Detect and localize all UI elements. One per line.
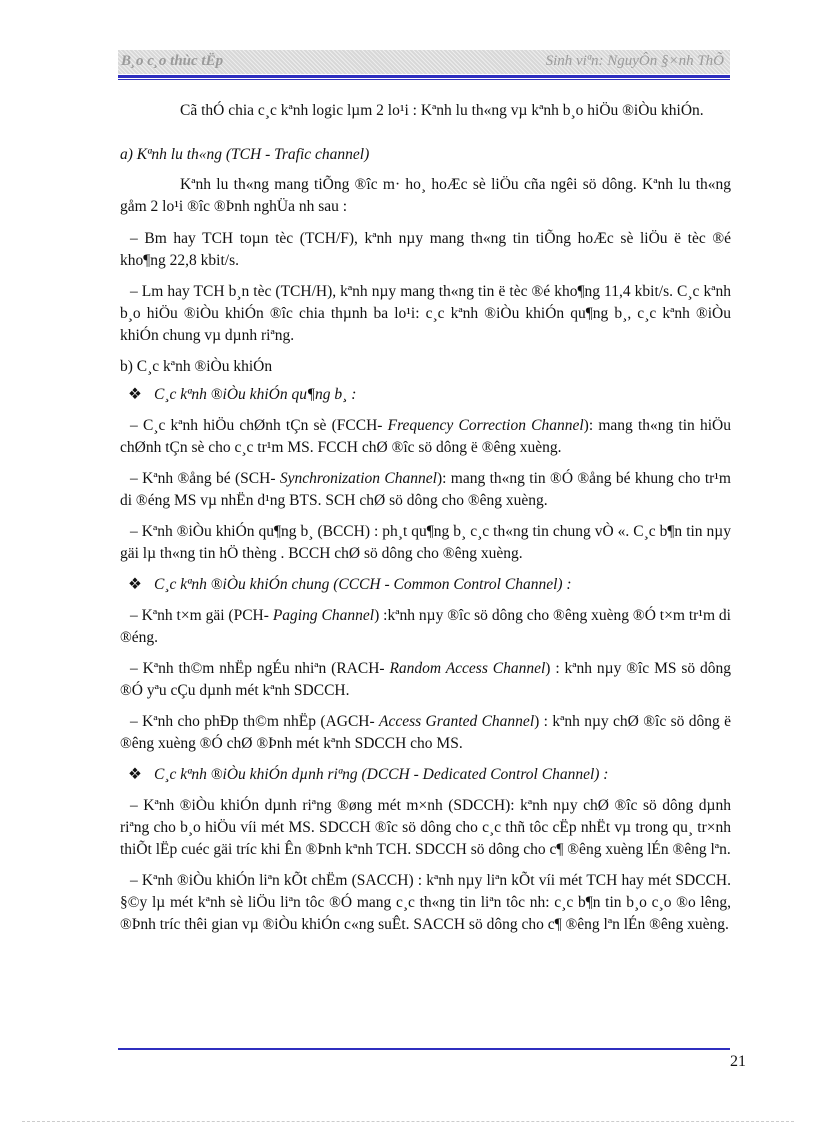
page-content [120, 100, 731, 945]
section-b-heading [120, 356, 731, 378]
section-a-intro: Kªnh lu th«ng mang tiÕng ®îc m· ho¸ hoÆc sè liÖu cña ngêi sö dông. Kªnh lu th«ng gåm 2 lo¹i ®îc ®Þnh nghÜa nh sau : [120, 176, 731, 215]
subsection-1-title: C¸c kªnh ®iÒu khiÓn qu¶ng b¸ : [154, 386, 357, 403]
list-item [120, 711, 731, 755]
item-text: ) : kªnh nµy chØ ®îc sö dông ë ®êng xuèng ®Ó chØ ®Þnh mét kªnh SDCCH cho MS. [120, 713, 731, 752]
list-item: – Kªnh ®iÒu khiÓn liªn kÕt chËm (SACCH) : kªnh nµy liªn kÕt víi mét TCH hay mét SDCCH. §©y lµ mét kªnh sè liÖu liªn tôc ®Ó mang c¸c th«ng tin liªn tôc nh: c¸c b¶n tin b¸o c¸o ®o lêng, ®Þnh tríc thêi gian vµ ®iÒu khiÓn c«ng suÊt. SACCH sö dông cho c¶ ®êng lªn lÉn ®êng xuèng. [120, 872, 731, 933]
intro-paragraph: Cã thÓ chia c¸c kªnh logic lµm 2 lo¹i : Kªnh lu th«ng vµ kªnh b¸o hiÖu ®iÒu khiÓn. [180, 102, 704, 119]
subsection-2-title: C¸c kªnh ®iÒu khiÓn chung (CCCH - Common Control Channel) : [154, 576, 572, 593]
section-b-heading-text: b) C¸c kªnh ®iÒu khiÓn [120, 358, 273, 375]
item-term: Synchronization Channel [279, 470, 437, 487]
item-text: ) :kªnh nµy ®îc sö dông cho ®êng xuèng ®Ó t×m tr¹m di ®éng. [120, 607, 731, 646]
header-report-title: B¸o c¸o thùc tËp [121, 53, 224, 69]
page-number: 21 [730, 1053, 746, 1070]
diamond-bullet-icon: ❖ [128, 576, 142, 593]
item-term: Random Access Channel [389, 660, 546, 677]
item-text: – Kªnh t×m gäi (PCH- [130, 607, 273, 624]
list-item [120, 658, 731, 702]
page-break-line [22, 1121, 794, 1122]
item-text: – Kªnh ®iÒu khiÓn qu¶ng b¸ (BCCH) : ph¸t qu¶ng b¸ c¸c th«ng tin chung vÒ «. C¸c b¶n tin nµy gäi lµ th«ng tin hÖ thèng . BCCH chØ sö dông cho ®êng xuèng. [120, 523, 731, 562]
header-student-name: Sinh viªn: NguyÔn §×nh ThÕ [545, 53, 724, 69]
list-item [120, 468, 731, 512]
list-item [120, 521, 731, 565]
item-term: Paging Channel [272, 607, 375, 624]
section-a-heading: a) Kªnh lu th«ng (TCH - Trafic channel) [120, 146, 370, 163]
item-text: – Kªnh cho phÐp th©m nhËp (AGCH- [130, 713, 380, 730]
item-text: ) : kªnh nµy ®îc MS sö dông ®Ó yªu cÇu dµnh mét kªnh SDCCH. [120, 660, 732, 699]
diamond-bullet-icon: ❖ [128, 386, 142, 403]
header-rule [118, 75, 730, 78]
item-term: Access Granted Channel [379, 713, 535, 730]
diamond-bullet-icon: ❖ [128, 766, 142, 783]
header-rule-thin [118, 79, 730, 80]
list-item: – Kªnh ®iÒu khiÓn dµnh riªng ®øng mét m×nh (SDCCH): kªnh nµy chØ ®îc sö dông dµnh riªng cho b¸o hiÖu víi mét MS. SDCCH ®îc sö dông cho c¸c thñ tôc cËp nhËt vµ trong qu¸ tr×nh thiÕt lËp cuéc gäi tríc khi Ên ®Þnh kªnh TCH. SDCCH sö dông cho c¶ ®êng xuèng lÉn ®êng lªn. [120, 797, 731, 858]
item-text: ): mang th«ng tin hiÖu chØnh tÇn sè cho c¸c tr¹m MS. FCCH chØ ®îc sö dông ë ®êng xuèng. [120, 417, 731, 456]
section-a-item-1: – Bm hay TCH toµn tèc (TCH/F), kªnh nµy mang th«ng tin tiÕng hoÆc sè liÖu ë tèc ®é kho¶ng 22,8 kbit/s. [120, 230, 731, 269]
item-term: Frequency Correction Channel [387, 417, 584, 434]
list-item [120, 415, 731, 459]
item-text: – Kªnh th©m nhËp ngÉu nhiªn (RACH- [130, 660, 390, 677]
footer-rule [118, 1048, 730, 1050]
subsection-3-title: C¸c kªnh ®iÒu khiÓn dµnh riªng (DCCH - Dedicated Control Channel) : [154, 766, 609, 783]
list-item [120, 605, 731, 649]
item-text: – Kªnh ®ång bé (SCH- [130, 470, 280, 487]
section-a-item-2: – Lm hay TCH b¸n tèc (TCH/H), kªnh nµy mang th«ng tin ë tèc ®é kho¶ng 11,4 kbit/s. C¸c kªnh b¸o hiÖu ®iÒu khiÓn ®îc chia thµnh ba lo¹i: c¸c kªnh ®iÒu khiÓn qu¶ng b¸, c¸c kªnh ®iÒu khiÓn chung vµ dµnh riªng. [120, 283, 731, 344]
subsection-1-heading [120, 384, 731, 406]
subsection-3-heading [120, 764, 731, 786]
item-text: – C¸c kªnh hiÖu chØnh tÇn sè (FCCH- [130, 417, 388, 434]
subsection-2-heading [120, 574, 731, 596]
item-text: ): mang th«ng tin ®Ó ®ång bé khung cho tr¹m di ®éng MS vµ nhËn d¹ng BTS. SCH chØ sö dông cho ®êng xuèng. [120, 470, 731, 509]
